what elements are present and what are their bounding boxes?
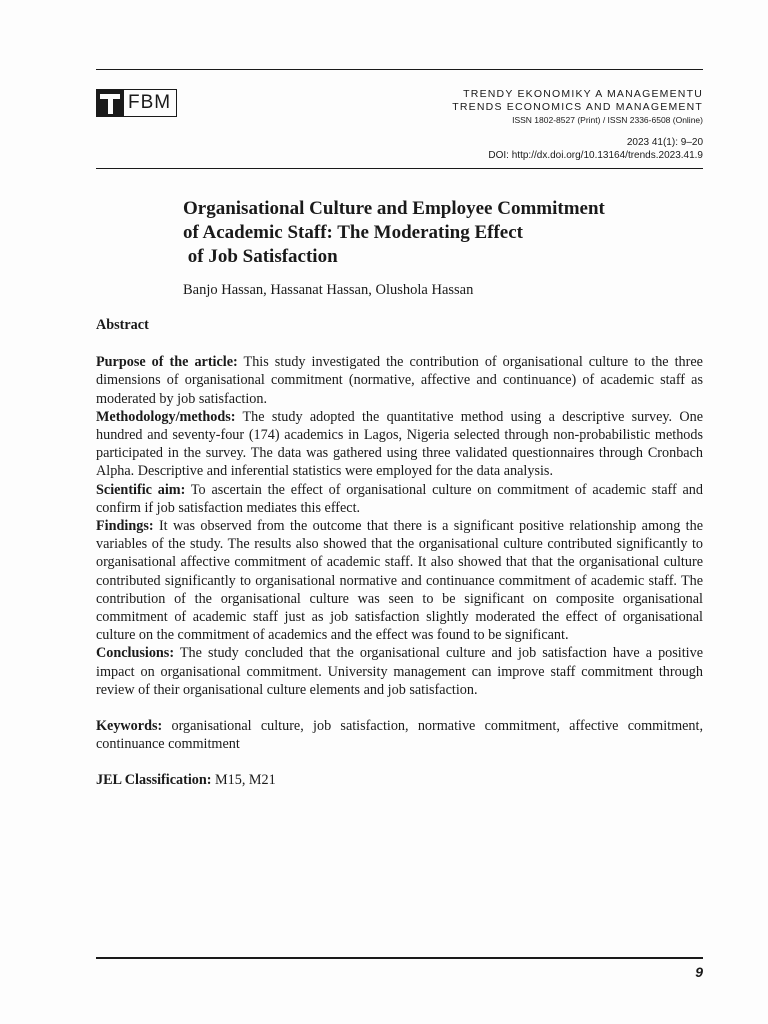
article-title [183, 197, 703, 269]
journal-name-en: TRENDS ECONOMICS AND MANAGEMENT [452, 101, 703, 113]
footer-rule [96, 957, 703, 959]
section-text: The study concluded that the organisational culture and job satisfaction have a positive impact on organisational commitment. University management can improve staff commitment through review of their organisational culture elements and job satisfaction. [96, 645, 703, 698]
title-line: of Job Satisfaction [183, 246, 338, 267]
journal-logo [96, 89, 177, 117]
section-text: The study adopted the quantitative method using a descriptive survey. One hundred and seventy-four (174) academics in Lagos, Nigeria selected through non-probabilistic methods participated in the survey. The data was gathered using three validated questionnaires through Cronbach Alpha. Descriptive and inferential statistics were employed for the data analysis. [96, 408, 703, 480]
abstract [96, 316, 703, 790]
keywords-label: Keywords: [96, 718, 163, 735]
abstract-heading: Abstract [96, 317, 149, 333]
journal-doi[interactable]: DOI: http://dx.doi.org/10.13164/trends.2023.41.9 [488, 150, 703, 161]
section-text: It was observed from the outcome that there is a significant positive relationship among the variables of the study. The results also showed that the organisational culture contributed significantly to organisational affective commitment of academic staff. It also showed that that the organisational culture contributed significantly to organisational normative and continuance commitment of academic staff. The contribution of the organisational culture was seen to be significant on composite organisational commitment of academic staff just as job satisfaction slightly moderated the effect of organisational culture on the commitment of academics and the effect was found to be significant. [96, 518, 703, 644]
article-authors: Banjo Hassan, Hassanat Hassan, Olushola Hassan [183, 282, 474, 298]
section-label: Findings: [96, 518, 154, 535]
journal-name-cz: TRENDY EKONOMIKY A MANAGEMENTU [463, 88, 703, 100]
title-line: of Academic Staff: The Moderating Effect [183, 222, 523, 243]
header-rule [96, 168, 703, 169]
tfbm-logo-icon [96, 89, 124, 117]
logo-text: FBM [124, 89, 177, 117]
jel-classification [96, 771, 703, 789]
jel-codes: M15, M21 [215, 772, 276, 789]
journal-header [452, 88, 703, 162]
title-line: Organisational Culture and Employee Commitment [183, 198, 605, 219]
section-label: Purpose of the article: [96, 354, 238, 371]
journal-issn: ISSN 1802-8527 (Print) / ISSN 2336-6508 (Online) [512, 115, 703, 125]
journal-volume: 2023 41(1): 9–20 [626, 137, 703, 148]
jel-label: JEL Classification: [96, 772, 212, 789]
abstract-conclusions [96, 644, 703, 699]
keywords-text: organisational culture, job satisfaction, normative commitment, affective commitment, continuance commitment [96, 718, 703, 753]
section-label: Methodology/methods: [96, 408, 236, 425]
section-label: Scientific aim: [96, 481, 186, 498]
abstract-purpose [96, 353, 703, 408]
section-text: This study investigated the contribution of organisational culture to the three dimensions of organisational commitment (normative, affective and continuance) of academic staff as moderated by job satisfaction. [96, 354, 703, 407]
keywords [96, 717, 703, 753]
section-label: Conclusions: [96, 645, 175, 662]
abstract-findings [96, 517, 703, 644]
section-text: To ascertain the effect of organisational culture on commitment of academic staff and confirm if job satisfaction mediates this effect. [96, 481, 703, 516]
abstract-scientific-aim [96, 481, 703, 517]
abstract-methodology [96, 408, 703, 481]
page-number: 9 [695, 964, 703, 980]
top-rule [96, 69, 703, 70]
